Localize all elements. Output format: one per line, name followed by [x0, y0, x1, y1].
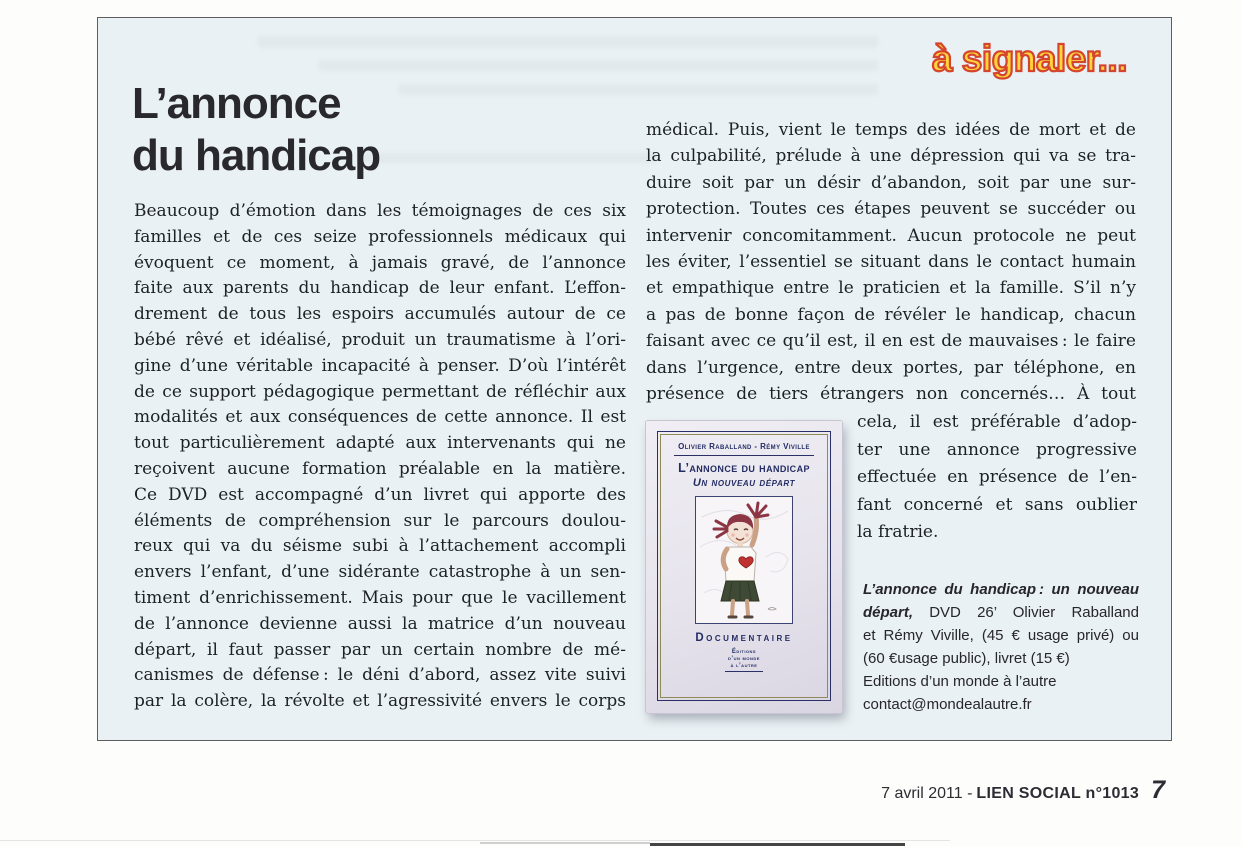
body-text-line: bébé rêvé et idéalisé, produit un traumatisme à l’ori- [134, 329, 626, 350]
dvd-publisher-line: à l’autre [730, 663, 758, 669]
dvd-cover-frame [657, 431, 831, 701]
body-text-line: cela, il est préférable d’adop- [857, 412, 1137, 432]
body-text-line: présence de tiers étrangers non concernés… À tout [646, 384, 1136, 405]
dvd-caption-justified [863, 578, 1139, 647]
body-text-line: faisant avec ce qu’il est, il en est de mauvaises : le faire [646, 331, 1136, 352]
caption-line: départ, DVD 26’ Olivier Raballand [863, 604, 1139, 621]
body-text-line: familles et de ces seize professionnels médicaux qui [134, 226, 626, 247]
body-text-line: tout particulièrement adapté aux intervenants qui ne [134, 433, 626, 454]
dvd-publisher-line: Éditions [731, 649, 757, 655]
footer-date: 7 avril 2011 - [881, 785, 973, 802]
dvd-publisher-line: d’un monde [728, 656, 760, 662]
right-column-wrap-text [857, 409, 1137, 547]
scan-edge-artifact [480, 842, 650, 844]
scan-bleed-artifact [318, 60, 878, 71]
body-text-line: ter une annonce progressive [857, 439, 1137, 460]
body-text-line: dans l’urgence, entre deux portes, par téléphone, en [646, 357, 1136, 378]
body-text-line: la fratrie. [857, 522, 939, 542]
scan-edge-artifact [0, 840, 950, 841]
dvd-caption-left [863, 647, 1139, 716]
body-text-line: duire soit par un désir d’abandon, soit par une sur- [646, 172, 1136, 193]
body-text-line: gine d’une véritable incapacité à penser. D’où l’intérêt [134, 355, 626, 376]
body-text-line: fant concerné et sans oublier [857, 494, 1137, 515]
body-text-line: reux qui va du séisme subi à l’attachement accompli [134, 536, 626, 557]
dvd-genre: Documentaire [695, 632, 793, 644]
body-text-line: Ce DVD est accompagné d’un livret qui apporte des [134, 484, 626, 505]
scan-bleed-artifact [398, 84, 878, 95]
divider [674, 455, 813, 456]
dvd-authors: Olivier Raballand - Rémy Viville [678, 442, 810, 451]
caption-line: contact@mondealautre.fr [863, 696, 1032, 713]
body-text-line: la culpabilité, prélude à une dépression qui va se tra- [646, 146, 1136, 167]
dvd-subtitle: Un nouveau départ [692, 477, 796, 489]
body-text-line: intervenir concomitamment. Aucun protocole ne peut [646, 225, 1136, 246]
body-text-line: de l’annonce devienne aussi la matrice d’un nouveau [134, 613, 626, 634]
dvd-cover [646, 421, 842, 713]
body-text-line: de ce support pédagogique permettant de réfléchir aux [134, 381, 626, 402]
caption-line: et Rémy Viville, (45 € usage privé) ou [863, 627, 1139, 644]
body-text-line: effectuée en présence de l’en- [857, 467, 1137, 487]
body-text-line: protection. Toutes ces étapes peuvent se succéder ou [646, 199, 1136, 220]
article-panel [97, 17, 1172, 741]
body-text-line: les éviter, l’essentiel se situant dans le contact humain [646, 252, 1136, 273]
caption-line: Editions d’un monde à l’autre [863, 673, 1057, 690]
body-text-line: envers l’enfant, d’une sidérante catastrophe à un sen- [134, 562, 626, 583]
article-title [132, 78, 380, 182]
page-footer [881, 776, 1165, 805]
body-text-line: canismes de défense : le déni d’abord, assez vite suivi [134, 665, 626, 686]
body-text-line: drement de tous les espoirs accumulés autour de ce [134, 304, 626, 325]
scan-bleed-artifact [358, 153, 658, 163]
body-text-line: timent d’enrichissement. Mais pour que le vacillement [134, 587, 626, 608]
dvd-title: L’annonce du handicap [678, 461, 810, 475]
body-text-line: a pas de bonne façon de révéler le handicap, chacun [646, 304, 1136, 325]
body-text-line: Beaucoup d’émotion dans les témoignages de ces six [134, 201, 626, 221]
footer-journal-issue: LIEN SOCIAL n°1013 [976, 785, 1140, 802]
caption-line: L’annonce du handicap : un nouveau [863, 581, 1139, 598]
footer-page-number: 7 [1151, 776, 1165, 804]
body-text-line: modalités et aux conséquences de cette annonce. Il est [134, 407, 626, 428]
dvd-caption [863, 578, 1139, 716]
dvd-publisher-logo [725, 649, 763, 672]
left-column-text [134, 199, 626, 715]
body-text-line: départ, il faut passer par un certain nombre de mé- [134, 639, 626, 660]
body-text-line: éléments de compréhension sur le parcours doulou- [134, 510, 626, 531]
article-title-line: du handicap [132, 131, 381, 180]
body-text-line: médical. Puis, vient le temps des idées de mort et de [646, 120, 1136, 140]
scan-bleed-artifact [258, 36, 878, 48]
body-text-line: reçoivent aucune formation préalable en la matière. [134, 458, 626, 479]
girl-drawing-illustration [695, 496, 793, 624]
body-text-line: évoquent ce moment, à jamais gravé, de l’annonce [134, 252, 626, 273]
body-text-line: par la colère, la révolte et l’agressivité envers le corps [134, 691, 626, 712]
right-column-text [646, 117, 1136, 407]
caption-line: (60 €usage public), livret (15 €) [863, 650, 1070, 667]
body-text-line: et empathique entre le praticien et la famille. S’il n’y [646, 278, 1136, 299]
article-title-line: L’annonce [132, 79, 341, 128]
body-text-line: faite aux parents du handicap de leur enfant. L’effon- [134, 278, 626, 299]
section-banner: à signaler... [931, 38, 1127, 79]
